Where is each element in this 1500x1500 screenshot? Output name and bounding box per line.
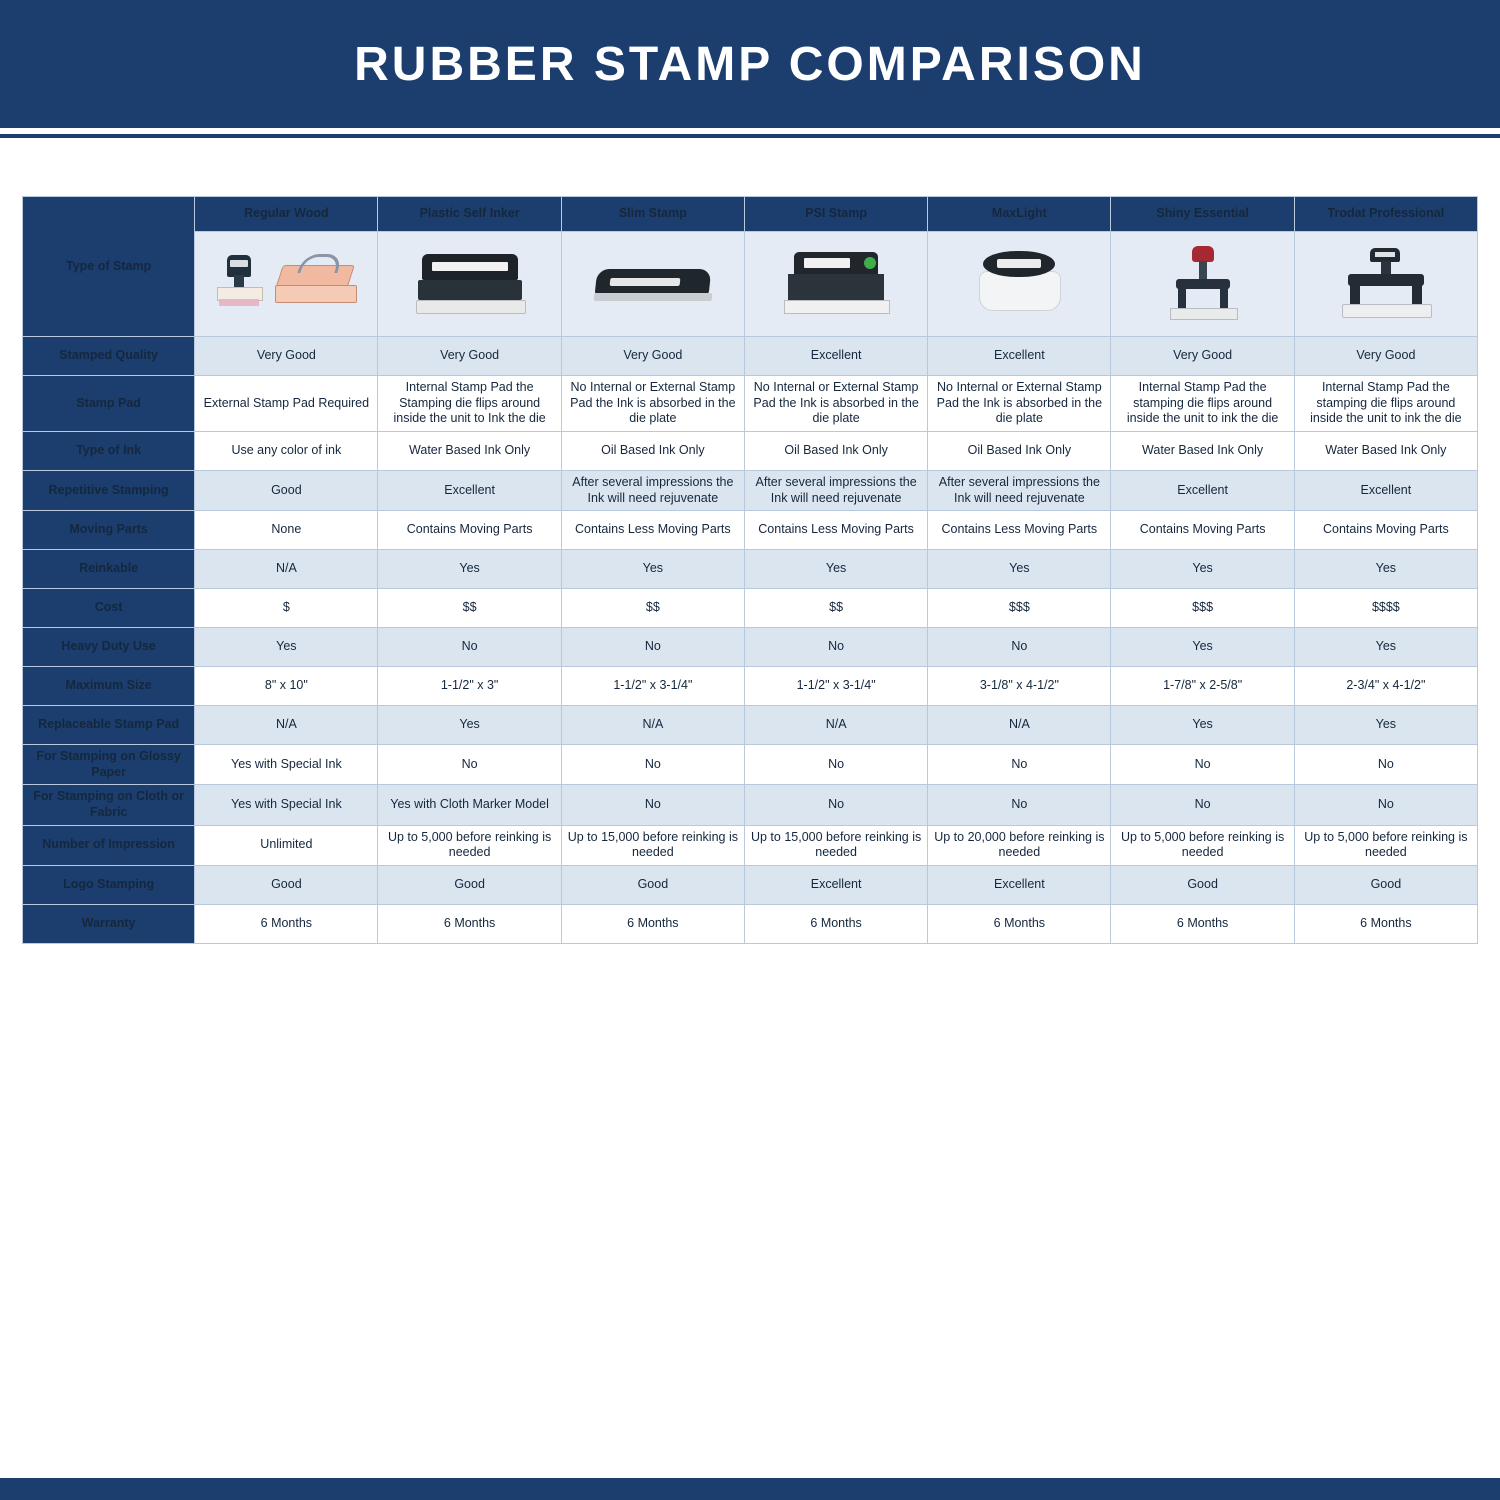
cell-logo-stamping-regular-wood: Good	[195, 865, 378, 904]
product-image-slim-stamp	[561, 232, 744, 337]
table-row	[23, 431, 1478, 470]
cell-cloth-or-fabric-maxlight: No	[928, 785, 1111, 825]
cell-cloth-or-fabric-slim-stamp: No	[561, 785, 744, 825]
cell-cost-plastic-self-inker: $$	[378, 589, 561, 628]
column-header-regular-wood: Regular Wood	[195, 197, 378, 232]
cell-cost-psi-stamp: $$	[744, 589, 927, 628]
cell-warranty-plastic-self-inker: 6 Months	[378, 904, 561, 943]
cell-number-of-impression-slim-stamp: Up to 15,000 before reinking is needed	[561, 825, 744, 865]
cell-stamp-pad-plastic-self-inker: Internal Stamp Pad the Stamping die flips around inside the unit to Ink the die	[378, 376, 561, 432]
cell-warranty-psi-stamp: 6 Months	[744, 904, 927, 943]
cell-repetitive-stamping-shiny-essential: Excellent	[1111, 470, 1294, 510]
maxlight-stamp-icon	[973, 251, 1065, 317]
cell-stamp-pad-regular-wood: External Stamp Pad Required	[195, 376, 378, 432]
cell-stamp-pad-trodat-professional: Internal Stamp Pad the stamping die flips around inside the unit to ink the die	[1294, 376, 1477, 432]
cell-cloth-or-fabric-trodat-professional: No	[1294, 785, 1477, 825]
cell-repetitive-stamping-maxlight: After several impressions the Ink will need rejuvenate	[928, 470, 1111, 510]
cell-number-of-impression-psi-stamp: Up to 15,000 before reinking is needed	[744, 825, 927, 865]
row-label-warranty: Warranty	[23, 904, 195, 943]
cell-repetitive-stamping-slim-stamp: After several impressions the Ink will need rejuvenate	[561, 470, 744, 510]
row-label-moving-parts: Moving Parts	[23, 511, 195, 550]
column-header-psi-stamp: PSI Stamp	[744, 197, 927, 232]
cell-moving-parts-maxlight: Contains Less Moving Parts	[928, 511, 1111, 550]
cell-reinkable-shiny-essential: Yes	[1111, 550, 1294, 589]
cell-type-of-ink-trodat-professional: Water Based Ink Only	[1294, 431, 1477, 470]
cell-moving-parts-plastic-self-inker: Contains Moving Parts	[378, 511, 561, 550]
row-label-type-of-ink: Type of Ink	[23, 431, 195, 470]
cell-repetitive-stamping-trodat-professional: Excellent	[1294, 470, 1477, 510]
product-image-shiny-essential	[1111, 232, 1294, 337]
cell-replaceable-stamp-pad-slim-stamp: N/A	[561, 706, 744, 745]
psi-stamp-icon	[784, 252, 888, 316]
cell-reinkable-regular-wood: N/A	[195, 550, 378, 589]
cell-stamp-pad-psi-stamp: No Internal or External Stamp Pad the Ink is absorbed in the die plate	[744, 376, 927, 432]
cell-cloth-or-fabric-psi-stamp: No	[744, 785, 927, 825]
row-label-logo-stamping: Logo Stamping	[23, 865, 195, 904]
comparison-table-wrapper	[22, 196, 1478, 944]
table-row	[23, 628, 1478, 667]
cell-warranty-regular-wood: 6 Months	[195, 904, 378, 943]
row-label-stamped-quality: Stamped Quality	[23, 337, 195, 376]
cell-number-of-impression-regular-wood: Unlimited	[195, 825, 378, 865]
row-label-replaceable-stamp-pad: Replaceable Stamp Pad	[23, 706, 195, 745]
cell-heavy-duty-use-trodat-professional: Yes	[1294, 628, 1477, 667]
row-label-repetitive-stamping: Repetitive Stamping	[23, 470, 195, 510]
product-image-regular-wood	[195, 232, 378, 337]
shiny-essential-stamp-icon	[1164, 246, 1242, 322]
cell-moving-parts-shiny-essential: Contains Moving Parts	[1111, 511, 1294, 550]
table-row	[23, 337, 1478, 376]
column-header-maxlight: MaxLight	[928, 197, 1111, 232]
product-image-row	[23, 232, 1478, 337]
cell-stamped-quality-psi-stamp: Excellent	[744, 337, 927, 376]
table-header-row	[23, 197, 1478, 232]
cell-cost-shiny-essential: $$$	[1111, 589, 1294, 628]
cell-cloth-or-fabric-plastic-self-inker: Yes with Cloth Marker Model	[378, 785, 561, 825]
table-row	[23, 865, 1478, 904]
row-label-cloth-or-fabric: For Stamping on Cloth or Fabric	[23, 785, 195, 825]
trodat-professional-stamp-icon	[1338, 248, 1434, 320]
cell-warranty-maxlight: 6 Months	[928, 904, 1111, 943]
cell-cloth-or-fabric-shiny-essential: No	[1111, 785, 1294, 825]
slim-stamp-icon	[592, 261, 714, 307]
cell-replaceable-stamp-pad-plastic-self-inker: Yes	[378, 706, 561, 745]
cell-type-of-ink-maxlight: Oil Based Ink Only	[928, 431, 1111, 470]
table-row	[23, 667, 1478, 706]
cell-glossy-paper-plastic-self-inker: No	[378, 745, 561, 785]
cell-type-of-ink-psi-stamp: Oil Based Ink Only	[744, 431, 927, 470]
cell-cloth-or-fabric-regular-wood: Yes with Special Ink	[195, 785, 378, 825]
cell-maximum-size-regular-wood: 8" x 10"	[195, 667, 378, 706]
stamp-pad-icon	[273, 261, 359, 307]
cell-stamped-quality-slim-stamp: Very Good	[561, 337, 744, 376]
cell-warranty-trodat-professional: 6 Months	[1294, 904, 1477, 943]
cell-number-of-impression-shiny-essential: Up to 5,000 before reinking is needed	[1111, 825, 1294, 865]
cell-stamped-quality-trodat-professional: Very Good	[1294, 337, 1477, 376]
column-header-shiny-essential: Shiny Essential	[1111, 197, 1294, 232]
column-header-trodat-professional: Trodat Professional	[1294, 197, 1477, 232]
cell-cost-regular-wood: $	[195, 589, 378, 628]
cell-reinkable-trodat-professional: Yes	[1294, 550, 1477, 589]
cell-logo-stamping-trodat-professional: Good	[1294, 865, 1477, 904]
cell-maximum-size-maxlight: 3-1/8" x 4-1/2"	[928, 667, 1111, 706]
wood-stamp-icon	[213, 253, 265, 315]
cell-logo-stamping-psi-stamp: Excellent	[744, 865, 927, 904]
cell-glossy-paper-maxlight: No	[928, 745, 1111, 785]
table-row	[23, 589, 1478, 628]
cell-type-of-ink-slim-stamp: Oil Based Ink Only	[561, 431, 744, 470]
cell-type-of-ink-shiny-essential: Water Based Ink Only	[1111, 431, 1294, 470]
corner-label: Type of Stamp	[23, 197, 195, 337]
cell-heavy-duty-use-plastic-self-inker: No	[378, 628, 561, 667]
cell-moving-parts-psi-stamp: Contains Less Moving Parts	[744, 511, 927, 550]
cell-replaceable-stamp-pad-shiny-essential: Yes	[1111, 706, 1294, 745]
header-underline	[0, 134, 1500, 138]
cell-maximum-size-psi-stamp: 1-1/2" x 3-1/4"	[744, 667, 927, 706]
cell-number-of-impression-plastic-self-inker: Up to 5,000 before reinking is needed	[378, 825, 561, 865]
cell-heavy-duty-use-psi-stamp: No	[744, 628, 927, 667]
comparison-table	[22, 196, 1478, 944]
cell-repetitive-stamping-regular-wood: Good	[195, 470, 378, 510]
cell-glossy-paper-slim-stamp: No	[561, 745, 744, 785]
plastic-self-inker-icon	[416, 252, 524, 316]
cell-maximum-size-trodat-professional: 2-3/4" x 4-1/2"	[1294, 667, 1477, 706]
cell-repetitive-stamping-plastic-self-inker: Excellent	[378, 470, 561, 510]
cell-maximum-size-shiny-essential: 1-7/8" x 2-5/8"	[1111, 667, 1294, 706]
cell-cost-slim-stamp: $$	[561, 589, 744, 628]
cell-cost-maxlight: $$$	[928, 589, 1111, 628]
cell-glossy-paper-shiny-essential: No	[1111, 745, 1294, 785]
row-label-maximum-size: Maximum Size	[23, 667, 195, 706]
cell-stamped-quality-maxlight: Excellent	[928, 337, 1111, 376]
cell-warranty-slim-stamp: 6 Months	[561, 904, 744, 943]
row-label-glossy-paper: For Stamping on Glossy Paper	[23, 745, 195, 785]
product-image-plastic-self-inker	[378, 232, 561, 337]
table-row	[23, 470, 1478, 510]
cell-moving-parts-trodat-professional: Contains Moving Parts	[1294, 511, 1477, 550]
cell-heavy-duty-use-slim-stamp: No	[561, 628, 744, 667]
cell-glossy-paper-trodat-professional: No	[1294, 745, 1477, 785]
table-row	[23, 550, 1478, 589]
cell-heavy-duty-use-shiny-essential: Yes	[1111, 628, 1294, 667]
cell-stamped-quality-shiny-essential: Very Good	[1111, 337, 1294, 376]
column-header-slim-stamp: Slim Stamp	[561, 197, 744, 232]
cell-maximum-size-slim-stamp: 1-1/2" x 3-1/4"	[561, 667, 744, 706]
page-header	[0, 0, 1500, 128]
cell-heavy-duty-use-regular-wood: Yes	[195, 628, 378, 667]
cell-replaceable-stamp-pad-psi-stamp: N/A	[744, 706, 927, 745]
cell-maximum-size-plastic-self-inker: 1-1/2" x 3"	[378, 667, 561, 706]
cell-glossy-paper-regular-wood: Yes with Special Ink	[195, 745, 378, 785]
cell-reinkable-psi-stamp: Yes	[744, 550, 927, 589]
cell-logo-stamping-plastic-self-inker: Good	[378, 865, 561, 904]
table-row	[23, 825, 1478, 865]
cell-heavy-duty-use-maxlight: No	[928, 628, 1111, 667]
product-image-psi-stamp	[744, 232, 927, 337]
row-label-reinkable: Reinkable	[23, 550, 195, 589]
row-label-heavy-duty-use: Heavy Duty Use	[23, 628, 195, 667]
cell-stamped-quality-regular-wood: Very Good	[195, 337, 378, 376]
page-footer	[0, 1478, 1500, 1500]
cell-moving-parts-regular-wood: None	[195, 511, 378, 550]
cell-replaceable-stamp-pad-regular-wood: N/A	[195, 706, 378, 745]
cell-stamp-pad-maxlight: No Internal or External Stamp Pad the Ink is absorbed in the die plate	[928, 376, 1111, 432]
row-label-stamp-pad: Stamp Pad	[23, 376, 195, 432]
cell-reinkable-plastic-self-inker: Yes	[378, 550, 561, 589]
page-title: RUBBER STAMP COMPARISON	[354, 37, 1146, 91]
cell-stamped-quality-plastic-self-inker: Very Good	[378, 337, 561, 376]
cell-logo-stamping-slim-stamp: Good	[561, 865, 744, 904]
table-row	[23, 785, 1478, 825]
cell-repetitive-stamping-psi-stamp: After several impressions the Ink will need rejuvenate	[744, 470, 927, 510]
product-image-trodat-professional	[1294, 232, 1477, 337]
product-image-maxlight	[928, 232, 1111, 337]
cell-number-of-impression-trodat-professional: Up to 5,000 before reinking is needed	[1294, 825, 1477, 865]
table-row	[23, 706, 1478, 745]
cell-warranty-shiny-essential: 6 Months	[1111, 904, 1294, 943]
cell-reinkable-maxlight: Yes	[928, 550, 1111, 589]
table-row	[23, 376, 1478, 432]
table-row	[23, 904, 1478, 943]
row-label-cost: Cost	[23, 589, 195, 628]
cell-logo-stamping-shiny-essential: Good	[1111, 865, 1294, 904]
cell-type-of-ink-regular-wood: Use any color of ink	[195, 431, 378, 470]
cell-stamp-pad-shiny-essential: Internal Stamp Pad the stamping die flips around inside the unit to ink the die	[1111, 376, 1294, 432]
table-row	[23, 511, 1478, 550]
cell-number-of-impression-maxlight: Up to 20,000 before reinking is needed	[928, 825, 1111, 865]
cell-glossy-paper-psi-stamp: No	[744, 745, 927, 785]
cell-cost-trodat-professional: $$$$	[1294, 589, 1477, 628]
cell-replaceable-stamp-pad-maxlight: N/A	[928, 706, 1111, 745]
cell-type-of-ink-plastic-self-inker: Water Based Ink Only	[378, 431, 561, 470]
cell-logo-stamping-maxlight: Excellent	[928, 865, 1111, 904]
row-label-number-of-impression: Number of Impression	[23, 825, 195, 865]
cell-replaceable-stamp-pad-trodat-professional: Yes	[1294, 706, 1477, 745]
cell-reinkable-slim-stamp: Yes	[561, 550, 744, 589]
cell-stamp-pad-slim-stamp: No Internal or External Stamp Pad the Ink is absorbed in the die plate	[561, 376, 744, 432]
cell-moving-parts-slim-stamp: Contains Less Moving Parts	[561, 511, 744, 550]
column-header-plastic-self-inker: Plastic Self Inker	[378, 197, 561, 232]
table-row	[23, 745, 1478, 785]
